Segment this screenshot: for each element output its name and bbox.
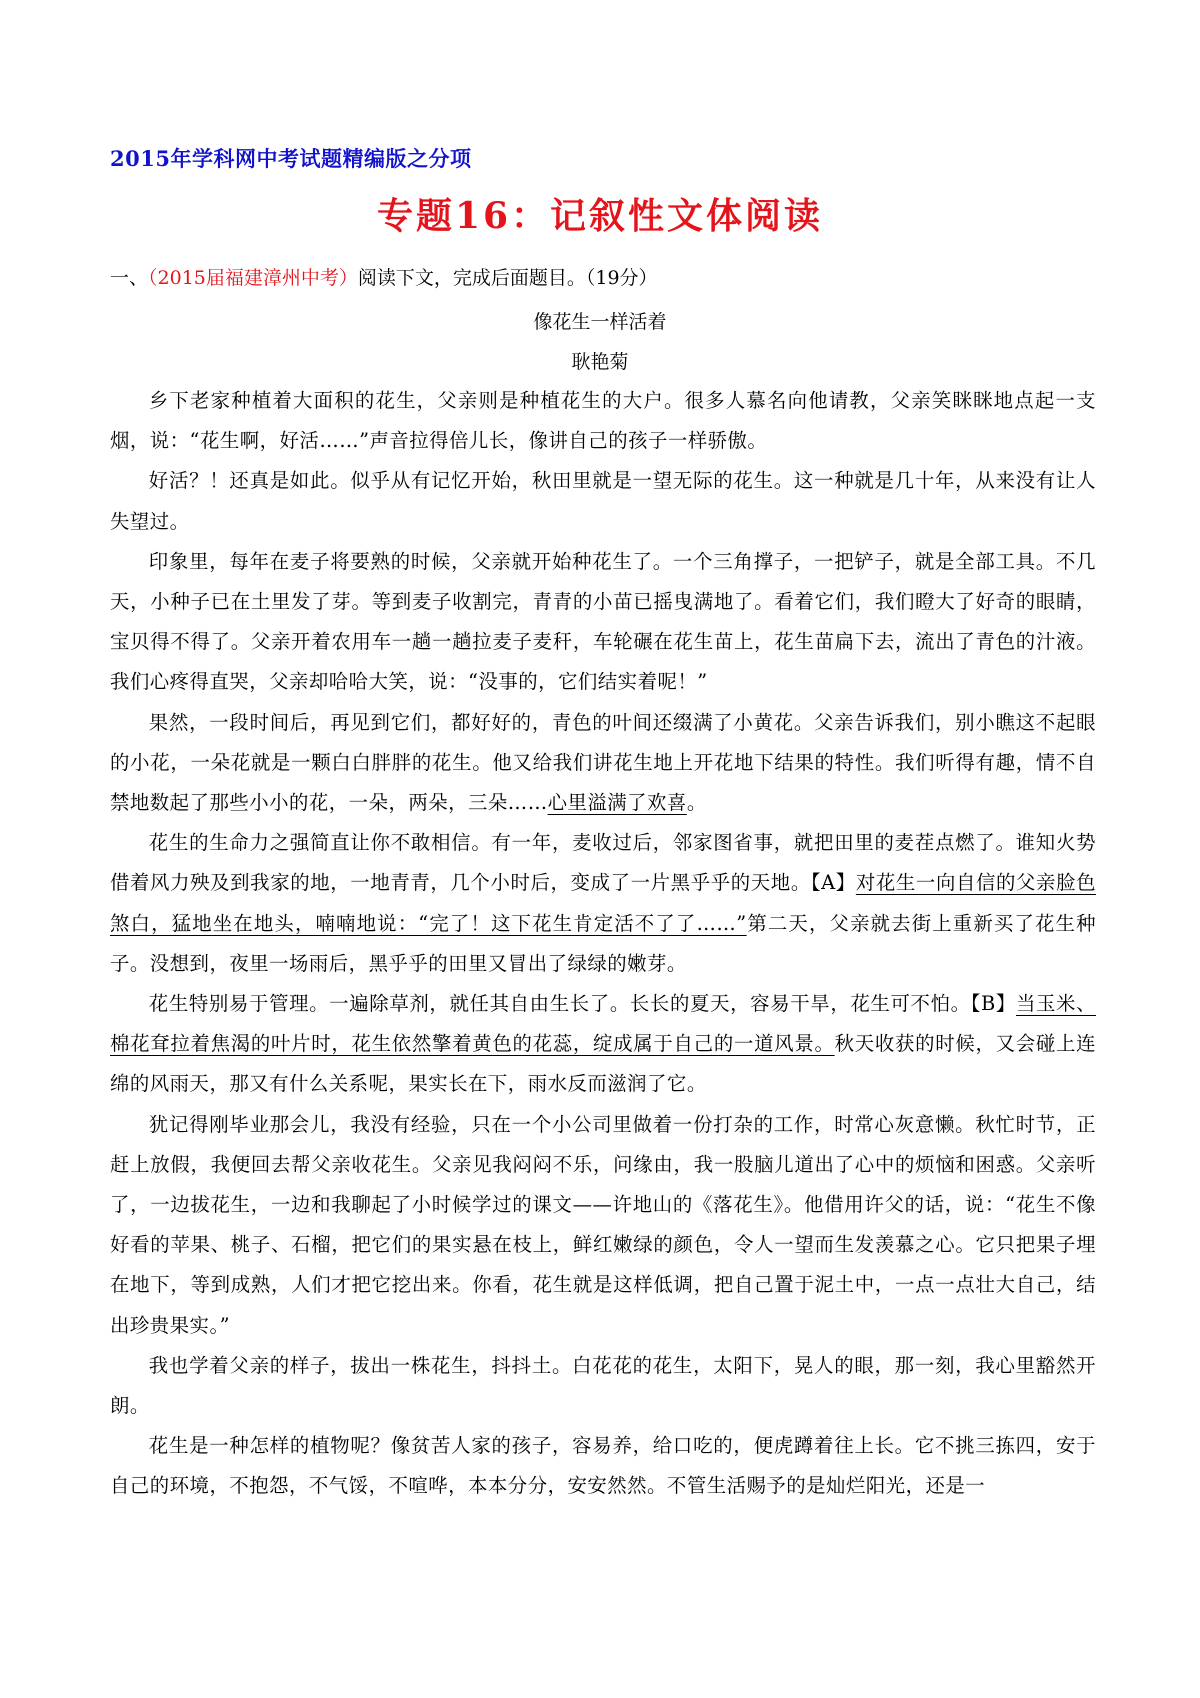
paragraph-7: 犹记得刚毕业那会儿，我没有经验，只在一个小公司里做着一份打杂的工作，时常心灰意懒。秋忙时节，正赶上放假，我便回去帮父亲收花生。父亲见我闷闷不乐，问缘由，我一股脑儿道出了心中的烦恼和困惑。父亲听了，一边拔花生，一边和我聊起了小时候学过的课文——许地山的《落花生》。他借用许父的话，说：“花生不像好看的苹果、桃子、石榴，把它们的果实悬在枝上，鲜红嫩绿的颜色，令人一望而生发羡慕之心。它只把果子埋在地下，等到成熟，人们才把它挖出来。你看，花生就是这样低调，把自己置于泥土中，一点一点壮大自己，结出珍贵果实。” bbox=[110, 1112, 1096, 1337]
paragraph-4-text: 果然，一段时间后，再见到它们，都好好的，青色的叶间还缀满了小黄花。父亲告诉我们，别小瞧这不起眼的小花，一朵花就是一颗白白胖胖的花生。他又给我们讲花生地上开花地下结果的特性。我们听得有趣，情不自禁地数起了那些小小的花，一朵，两朵，三朵…… bbox=[110, 710, 1096, 815]
paragraph-5 bbox=[110, 823, 1096, 984]
paragraph-5-text: 花生的生命力之强简直让你不敢相信。有一年，麦收过后，邻家图省事，就把田里的麦茬点燃了。谁知火势借着风力殃及到我家的地，一地青青，几个小时后，变成了一片黑乎乎的天地。【A】 bbox=[110, 831, 1096, 895]
question-heading bbox=[110, 263, 658, 290]
paragraph-6 bbox=[110, 984, 1096, 1105]
article-author: 耿艳菊 bbox=[571, 351, 629, 373]
question-source: （2015届福建漳州中考） bbox=[148, 267, 358, 289]
underlined-sentence-b: 当玉米、棉花耷拉着焦渴的叶片时，花生依然擎着黄色的花蕊，绽成属于自己的一道风景。 bbox=[110, 992, 1096, 1056]
paragraph-4 bbox=[110, 703, 1096, 824]
paragraph-6-text: 花生特别易于管理。一遍除草剂，就任其自由生长了。长长的夏天，容易干旱，花生可不怕。【B】 bbox=[148, 992, 1016, 1016]
paragraph-9: 花生是一种怎样的植物呢？像贫苦人家的孩子，容易养，给口吃的，便虎蹲着往上长。它不挑三拣四，安于自己的环境，不抱怨，不气馁，不喧哗，本本分分，安安然然。不管生活赐予的是灿烂阳光，还是一 bbox=[110, 1434, 1096, 1498]
underlined-sentence-a: 对花生一向自信的父亲脸色煞白，猛地坐在地头，喃喃地说：“完了！这下花生肯定活不了了……” bbox=[110, 871, 1097, 935]
series-title: 2015年学科网中考试题精编版之分项 bbox=[110, 146, 472, 171]
main-title: 专题16：记叙性文体阅读 bbox=[376, 195, 824, 237]
paragraph-8: 我也学着父亲的样子，拔出一株花生，抖抖土。白花花的花生，太阳下，晃人的眼，那一刻，我心里豁然开朗。 bbox=[110, 1353, 1096, 1418]
paragraph-1: 乡下老家种植着大面积的花生，父亲则是种植花生的大户。很多人慕名向他请教，父亲笑眯眯地点起一支烟，说：“花生啊，好活……”声音拉得倍儿长，像讲自己的孩子一样骄傲。 bbox=[110, 389, 1096, 453]
question-instruction: 阅读下文，完成后面题目。（19分） bbox=[357, 267, 658, 289]
paragraph-5-end: 第二天，父亲就去街上重新买了花生种子。没想到，夜里一场雨后，黑乎乎的田里又冒出了绿绿的嫩芽。 bbox=[110, 911, 1096, 975]
article-body bbox=[110, 381, 1096, 1507]
article-title: 像花生一样活着 bbox=[533, 311, 667, 333]
paragraph-4-end: 。 bbox=[686, 791, 707, 815]
question-number: 一、 bbox=[110, 267, 149, 289]
paragraph-3: 印象里，每年在麦子将要熟的时候，父亲就开始种花生了。一个三角撑子，一把铲子，就是全部工具。不几天，小种子已在土里发了芽。等到麦子收割完，青青的小苗已摇曳满地了。看着它们，我们瞪大了好奇的眼睛，宝贝得不得了。父亲开着农用车一趟一趟拉麦子麦秆，车轮碾在花生苗上，花生苗扁下去，流出了青色的汁液。我们心疼得直哭，父亲却哈哈大笑，说：“没事的，它们结实着呢！” bbox=[110, 549, 1096, 694]
paragraph-6-end: 秋天收获的时候，又会碰上连绵的风雨天，那又有什么关系呢，果实长在下，雨水反而滋润了它。 bbox=[110, 1032, 1097, 1096]
underlined-phrase: 心里溢满了欢喜 bbox=[547, 791, 687, 815]
paragraph-2: 好活？！还真是如此。似乎从有记忆开始，秋田里就是一望无际的花生。这一种就是几十年，从来没有让人失望过。 bbox=[110, 469, 1096, 533]
